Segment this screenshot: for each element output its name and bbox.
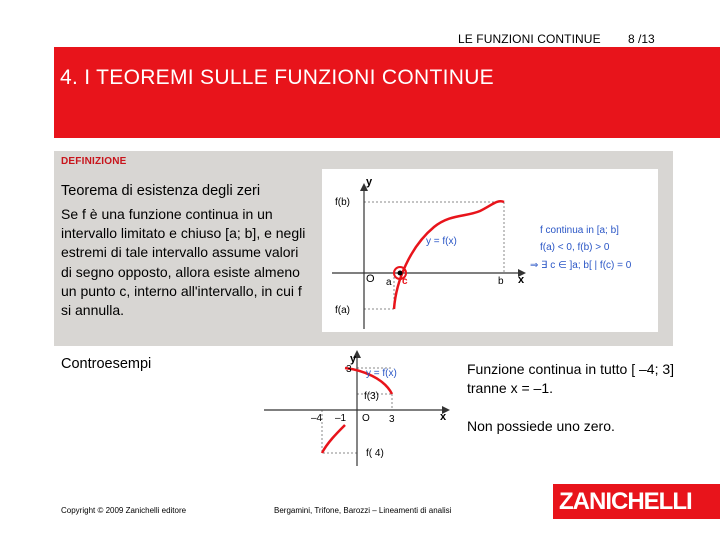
counterexamples-label: Controesempi: [61, 356, 152, 372]
theorem-title: Teorema di esistenza degli zeri: [61, 183, 261, 199]
g1-c-label: c: [402, 276, 408, 287]
zero-point: [398, 271, 403, 276]
g2-m4-label: –4: [311, 413, 323, 424]
g1-b-label: b: [498, 276, 504, 287]
g1-fa-label: f(a): [335, 305, 350, 316]
g2-x-label: x: [440, 411, 447, 423]
g1-fb-label: f(b): [335, 197, 350, 208]
page-number: 8 /13: [628, 32, 655, 46]
theorem-body: Se f è una funzione continua in un intervallo limitato e chiuso [a; b], e negli estremi di tale intervallo assume valori di segno opposto, allora esiste almeno un punto c, interno all'intervallo, in cui f si annulla.: [61, 206, 306, 319]
footer-copyright: Copyright © 2009 Zanichelli editore: [61, 506, 187, 515]
counterexample-graph: [262, 348, 462, 470]
zero-theorem-graph: [322, 169, 658, 332]
g2-three-y: 3: [346, 364, 352, 375]
g2-f3-label: f(3): [364, 391, 379, 402]
g1-x-label: x: [518, 274, 525, 286]
g2-m1-label: –1: [335, 413, 347, 424]
function-curve: [394, 201, 504, 309]
g1-curve-label: y = f(x): [426, 236, 457, 247]
footer-authors: Bergamini, Trifone, Barozzi – Lineamenti di analisi: [274, 506, 452, 515]
g2-y-label: y: [350, 353, 357, 365]
g1-cond1: f continua in [a; b]: [540, 225, 619, 236]
g2-curve-label: y = f(x): [366, 368, 397, 379]
counterexample-description: Funzione continua in tutto [ –4; 3] tranne x = –1.: [467, 361, 675, 396]
g1-a-label: a: [386, 277, 392, 288]
g2-origin-label: O: [362, 413, 370, 424]
no-zero-note: Non possiede uno zero.: [467, 418, 615, 434]
definition-label: DEFINIZIONE: [61, 156, 127, 167]
g2-x3-label: 3: [389, 414, 395, 425]
g2-curve-left: [322, 425, 345, 453]
g2-fm4-label: f( 4): [366, 448, 384, 459]
title-banner: [54, 47, 720, 138]
g1-y-label: y: [366, 176, 373, 188]
header-title: LE FUNZIONI CONTINUE: [458, 32, 601, 46]
g1-cond2: f(a) < 0, f(b) > 0: [540, 242, 610, 253]
zanichelli-logo: ZANICHELLI: [553, 484, 720, 519]
g1-origin-label: O: [366, 273, 375, 285]
g1-cond3: ⇒ ∃ c ∈ ]a; b[ | f(c) = 0: [530, 260, 632, 271]
slide-title: 4. I TEOREMI SULLE FUNZIONI CONTINUE: [60, 66, 494, 89]
